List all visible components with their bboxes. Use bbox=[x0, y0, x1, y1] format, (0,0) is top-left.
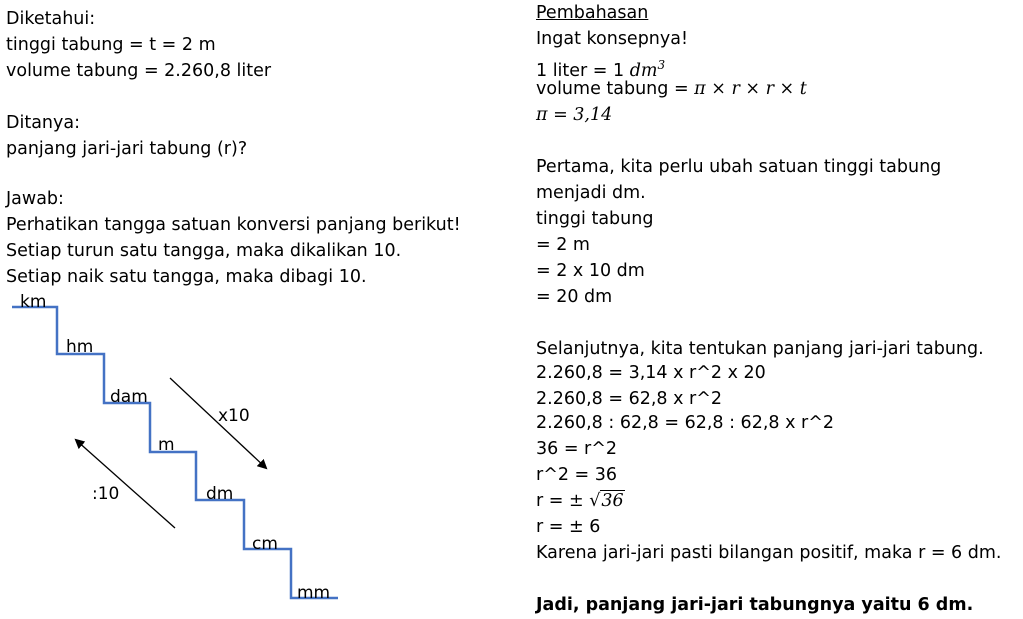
height-step-3: = 20 dm bbox=[536, 287, 613, 307]
pi-value: π = 3,14 bbox=[536, 105, 613, 125]
calc-line-6: r = ± √36 bbox=[536, 488, 625, 514]
given-height: tinggi tabung = t = 2 m bbox=[6, 35, 216, 55]
stair-label-hm: hm bbox=[66, 337, 94, 357]
pertama-line-2: menjadi dm. bbox=[536, 183, 646, 203]
height-step-1: = 2 m bbox=[536, 235, 590, 255]
stair-label-m: m bbox=[158, 435, 175, 455]
calc-line-4: 36 = r^2 bbox=[536, 439, 618, 459]
ditanya-title: Ditanya: bbox=[6, 113, 80, 133]
diketahui-title: Diketahui: bbox=[6, 9, 96, 29]
jawab-line-1: Perhatikan tangga satuan konversi panjang berikut! bbox=[6, 215, 461, 235]
calc-line-5: r^2 = 36 bbox=[536, 465, 618, 485]
tinggi-label: tinggi tabung bbox=[536, 209, 654, 229]
ingat-text: Ingat konsepnya! bbox=[536, 29, 688, 49]
height-step-2: = 2 x 10 dm bbox=[536, 261, 645, 281]
calc-line-7: r = ± 6 bbox=[536, 517, 601, 537]
square-root: √36 bbox=[589, 491, 624, 511]
selanjutnya-text: Selanjutnya, kita tentukan panjang jari-jari tabung. bbox=[536, 339, 984, 359]
volume-formula: volume tabung = π × r × r × t bbox=[536, 79, 807, 99]
final-answer: Jadi, panjang jari-jari tabungnya yaitu 6 dm. bbox=[536, 595, 974, 615]
stair-label-cm: cm bbox=[252, 534, 278, 554]
ditanya-text: panjang jari-jari tabung (r)? bbox=[6, 139, 248, 159]
pertama-line-1: Pertama, kita perlu ubah satuan tinggi tabung bbox=[536, 157, 942, 177]
conclusion-reason: Karena jari-jari pasti bilangan positif, maka r = 6 dm. bbox=[536, 543, 1002, 563]
staircase-line bbox=[12, 307, 338, 598]
liter-conversion: 1 liter = 1 $dm^3$ bbox=[536, 58, 666, 81]
divide-label: :10 bbox=[92, 484, 120, 504]
jawab-line-2: Setiap turun satu tangga, maka dikalikan 10. bbox=[6, 241, 402, 261]
jawab-line-3: Setiap naik satu tangga, maka dibagi 10. bbox=[6, 267, 367, 287]
calc-line-3: 2.260,8 : 62,8 = 62,8 : 62,8 x r^2 bbox=[536, 413, 834, 433]
multiply-label: x10 bbox=[218, 406, 250, 426]
calc-line-1: 2.260,8 = 3,14 x r^2 x 20 bbox=[536, 363, 766, 383]
stair-label-dm: dm bbox=[206, 484, 234, 504]
stair-label-km: km bbox=[20, 292, 47, 312]
given-volume: volume tabung = 2.260,8 liter bbox=[6, 61, 272, 81]
stair-label-dam: dam bbox=[110, 387, 148, 407]
jawab-title: Jawab: bbox=[6, 189, 64, 209]
pembahasan-heading: Pembahasan bbox=[536, 3, 649, 23]
stair-label-mm: mm bbox=[297, 583, 331, 603]
calc-line-2: 2.260,8 = 62,8 x r^2 bbox=[536, 389, 723, 409]
